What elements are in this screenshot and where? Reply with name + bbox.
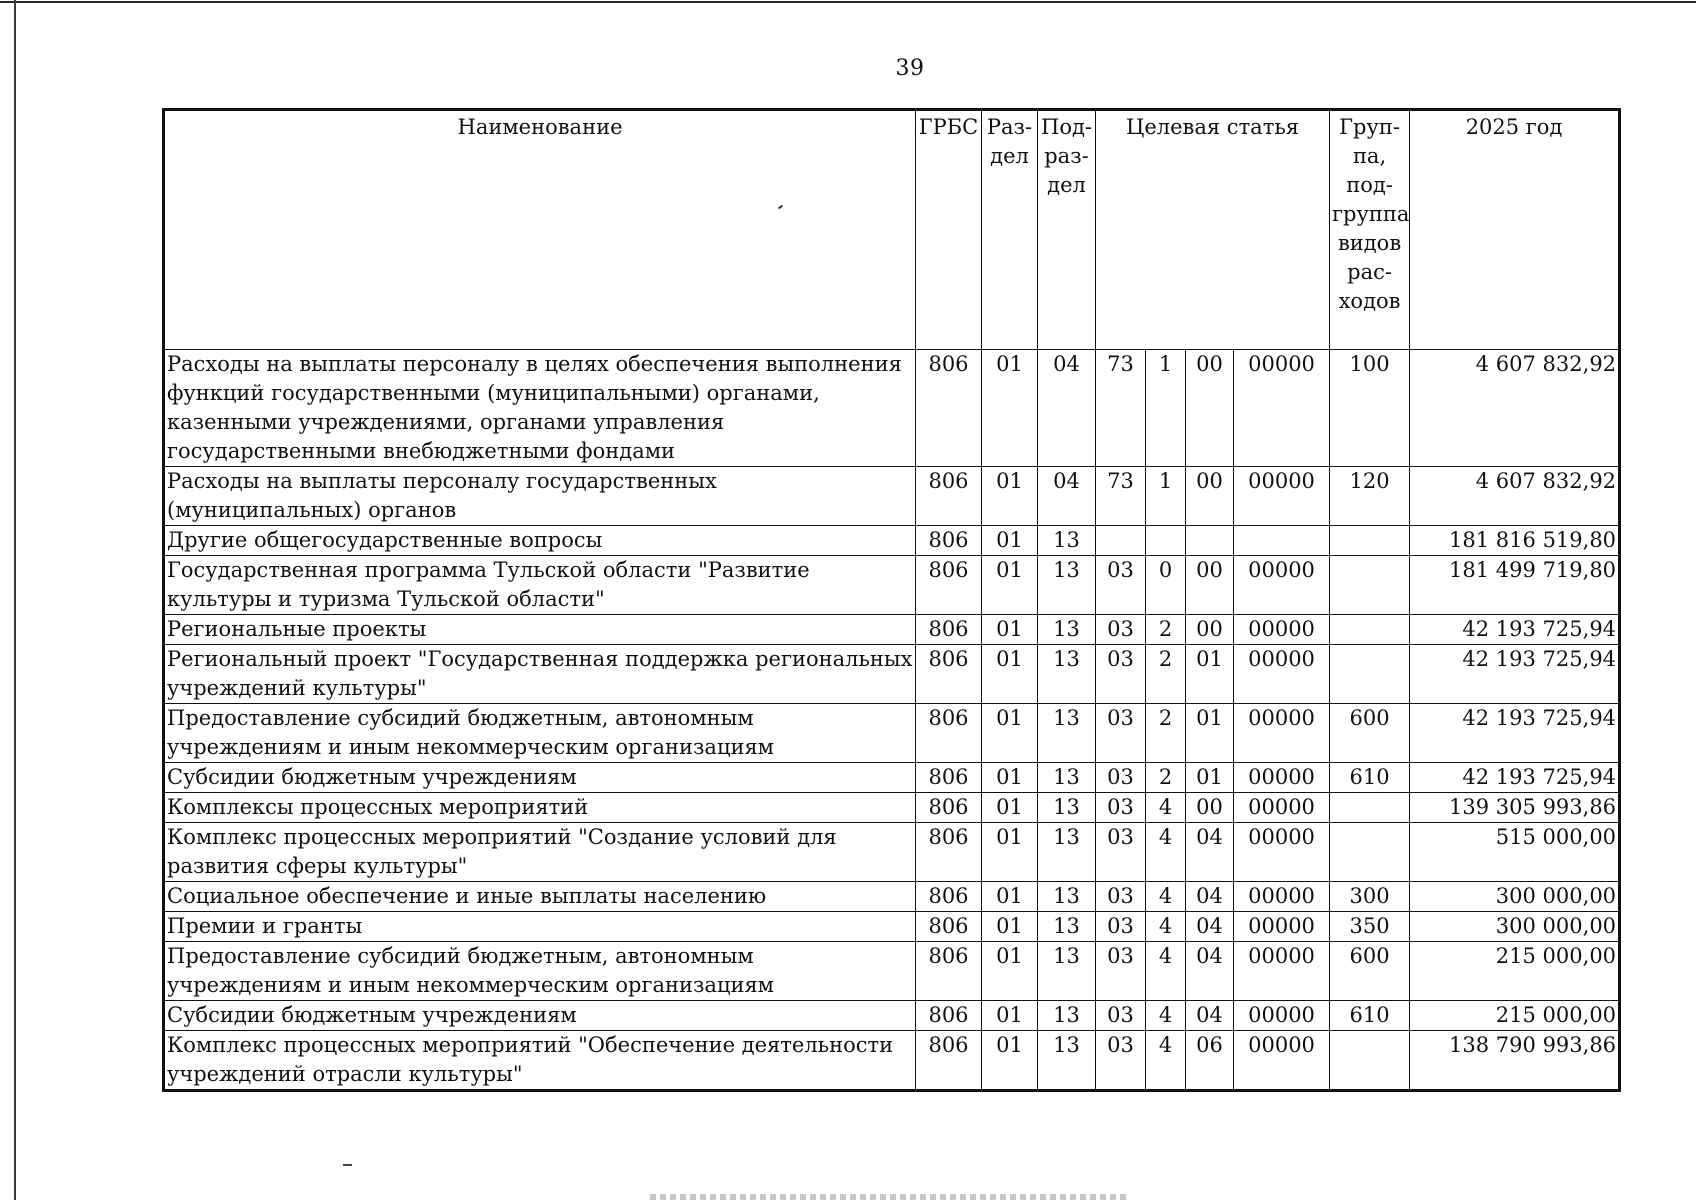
- cell-grbs: 806: [916, 1001, 982, 1031]
- cell-target-program: 03: [1096, 1001, 1146, 1031]
- cell-name: Другие общегосударственные вопросы: [164, 526, 916, 556]
- cell-target-program: [1096, 526, 1146, 556]
- cell-razdel: 01: [982, 912, 1038, 942]
- cell-target-direction: 00: [1186, 615, 1234, 645]
- table-row: [164, 556, 1620, 615]
- cell-grbs: 806: [916, 912, 982, 942]
- cell-target-program: 03: [1096, 942, 1146, 1001]
- header-expense-group: [1330, 110, 1410, 350]
- cell-razdel: 01: [982, 1031, 1038, 1091]
- cell-podrazdel: 13: [1038, 882, 1096, 912]
- cell-podrazdel: 13: [1038, 1031, 1096, 1091]
- cell-grbs: 806: [916, 763, 982, 793]
- cell-target-program: 03: [1096, 882, 1146, 912]
- cell-target-program: 03: [1096, 556, 1146, 615]
- cell-name: Предоставление субсидий бюджетным, автономным учреждениям и иным некоммерческим организациям: [164, 704, 916, 763]
- cell-target-type: 4: [1146, 912, 1186, 942]
- cell-amount: 181 816 519,80: [1410, 526, 1620, 556]
- cell-podrazdel: 13: [1038, 704, 1096, 763]
- cell-expense-group: [1330, 645, 1410, 704]
- cell-target-code: 00000: [1234, 823, 1330, 882]
- cell-target-direction: 01: [1186, 645, 1234, 704]
- cell-target-direction: 04: [1186, 942, 1234, 1001]
- cell-target-type: 2: [1146, 763, 1186, 793]
- cell-razdel: 01: [982, 882, 1038, 912]
- cell-target-program: 03: [1096, 823, 1146, 882]
- cell-target-direction: 01: [1186, 763, 1234, 793]
- cell-grbs: 806: [916, 350, 982, 467]
- cell-target-type: 0: [1146, 556, 1186, 615]
- cell-amount: 515 000,00: [1410, 823, 1620, 882]
- cell-target-type: 4: [1146, 1031, 1186, 1091]
- cell-name: Расходы на выплаты персоналу государственных (муниципальных) органов: [164, 467, 916, 526]
- cell-podrazdel: 13: [1038, 823, 1096, 882]
- cell-target-code: 00000: [1234, 350, 1330, 467]
- cell-target-program: 03: [1096, 1031, 1146, 1091]
- table-body: [164, 350, 1620, 1091]
- cell-target-direction: 00: [1186, 350, 1234, 467]
- cell-target-code: 00000: [1234, 912, 1330, 942]
- cell-amount: 4 607 832,92: [1410, 350, 1620, 467]
- cell-target-direction: 04: [1186, 823, 1234, 882]
- cell-target-code: 00000: [1234, 556, 1330, 615]
- cell-amount: 138 790 993,86: [1410, 1031, 1620, 1091]
- cell-target-direction: [1186, 526, 1234, 556]
- cell-grbs: 806: [916, 1031, 982, 1091]
- cell-amount: 139 305 993,86: [1410, 793, 1620, 823]
- cell-podrazdel: 13: [1038, 556, 1096, 615]
- cell-expense-group: 350: [1330, 912, 1410, 942]
- cell-name: Премии и гранты: [164, 912, 916, 942]
- cell-target-code: 00000: [1234, 882, 1330, 912]
- header-podrazdel-text: Под- раз- дел: [1041, 115, 1092, 197]
- cell-target-direction: 06: [1186, 1031, 1234, 1091]
- cell-grbs: 806: [916, 526, 982, 556]
- cell-grbs: 806: [916, 793, 982, 823]
- cell-target-program: 03: [1096, 763, 1146, 793]
- cell-amount: 42 193 725,94: [1410, 645, 1620, 704]
- cell-target-code: 00000: [1234, 942, 1330, 1001]
- cell-expense-group: [1330, 1031, 1410, 1091]
- cell-target-direction: 04: [1186, 882, 1234, 912]
- cell-target-type: 4: [1146, 882, 1186, 912]
- table-row: [164, 704, 1620, 763]
- cell-expense-group: [1330, 615, 1410, 645]
- cell-podrazdel: 04: [1038, 467, 1096, 526]
- budget-table: [162, 108, 1621, 1092]
- cell-razdel: 01: [982, 556, 1038, 615]
- cell-podrazdel: 13: [1038, 526, 1096, 556]
- cell-razdel: 01: [982, 350, 1038, 467]
- scan-border-top: [0, 1, 1696, 3]
- cell-razdel: 01: [982, 1001, 1038, 1031]
- cell-target-code: 00000: [1234, 1001, 1330, 1031]
- cell-expense-group: [1330, 793, 1410, 823]
- cell-podrazdel: 13: [1038, 645, 1096, 704]
- table-row: [164, 823, 1620, 882]
- table-row: [164, 350, 1620, 467]
- cell-podrazdel: 13: [1038, 615, 1096, 645]
- cell-name: Региональный проект "Государственная поддержка региональных учреждений культуры": [164, 645, 916, 704]
- cell-target-direction: 04: [1186, 1001, 1234, 1031]
- cell-expense-group: [1330, 526, 1410, 556]
- cell-amount: 4 607 832,92: [1410, 467, 1620, 526]
- table-header-row: [164, 110, 1620, 350]
- cell-target-program: 73: [1096, 350, 1146, 467]
- cell-target-type: 2: [1146, 645, 1186, 704]
- cell-podrazdel: 13: [1038, 793, 1096, 823]
- cell-target-direction: 04: [1186, 912, 1234, 942]
- table-row: [164, 645, 1620, 704]
- cell-name: Расходы на выплаты персоналу в целях обеспечения выполнения функций государственными (муниципальными) органами, казенными учреждениями, органами управления государственными внебюджетными фондами: [164, 350, 916, 467]
- cell-podrazdel: 04: [1038, 350, 1096, 467]
- footer-scan-artifact: [650, 1194, 1130, 1200]
- cell-target-direction: 00: [1186, 793, 1234, 823]
- cell-target-code: [1234, 526, 1330, 556]
- cell-name: Государственная программа Тульской области "Развитие культуры и туризма Тульской области": [164, 556, 916, 615]
- table-row: [164, 467, 1620, 526]
- cell-target-type: 4: [1146, 1001, 1186, 1031]
- cell-target-code: 00000: [1234, 645, 1330, 704]
- cell-podrazdel: 13: [1038, 942, 1096, 1001]
- header-razdel-text: Раз- дел: [986, 115, 1033, 168]
- cell-expense-group: [1330, 556, 1410, 615]
- cell-expense-group: 300: [1330, 882, 1410, 912]
- cell-target-program: 03: [1096, 912, 1146, 942]
- table-row: [164, 1001, 1620, 1031]
- cell-target-type: 1: [1146, 350, 1186, 467]
- cell-target-type: 2: [1146, 615, 1186, 645]
- cell-grbs: 806: [916, 556, 982, 615]
- cell-podrazdel: 13: [1038, 912, 1096, 942]
- table-row: [164, 763, 1620, 793]
- cell-target-code: 00000: [1234, 1031, 1330, 1091]
- scan-border-left: [14, 0, 16, 1200]
- cell-razdel: 01: [982, 467, 1038, 526]
- cell-razdel: 01: [982, 942, 1038, 1001]
- cell-podrazdel: 13: [1038, 763, 1096, 793]
- cell-razdel: 01: [982, 615, 1038, 645]
- cell-amount: 300 000,00: [1410, 912, 1620, 942]
- cell-target-program: 03: [1096, 793, 1146, 823]
- cell-target-direction: 00: [1186, 556, 1234, 615]
- cell-target-program: 03: [1096, 704, 1146, 763]
- header-grbs: ГРБС: [916, 110, 982, 350]
- cell-name: Предоставление субсидий бюджетным, автономным учреждениям и иным некоммерческим организациям: [164, 942, 916, 1001]
- cell-expense-group: 610: [1330, 763, 1410, 793]
- cell-amount: 42 193 725,94: [1410, 763, 1620, 793]
- cell-expense-group: 600: [1330, 704, 1410, 763]
- cell-grbs: 806: [916, 704, 982, 763]
- cell-target-code: 00000: [1234, 793, 1330, 823]
- cell-grbs: 806: [916, 615, 982, 645]
- cell-amount: 42 193 725,94: [1410, 615, 1620, 645]
- cell-target-program: 03: [1096, 615, 1146, 645]
- stray-dash: [343, 1164, 352, 1166]
- cell-expense-group: 100: [1330, 350, 1410, 467]
- cell-target-type: 1: [1146, 467, 1186, 526]
- cell-razdel: 01: [982, 645, 1038, 704]
- cell-amount: 215 000,00: [1410, 1001, 1620, 1031]
- cell-name: Социальное обеспечение и иные выплаты населению: [164, 882, 916, 912]
- cell-name: Региональные проекты: [164, 615, 916, 645]
- table-row: [164, 912, 1620, 942]
- cell-grbs: 806: [916, 823, 982, 882]
- header-expense-group-text: Груп- па, под- группа видов рас- ходов: [1332, 115, 1410, 313]
- cell-target-program: 73: [1096, 467, 1146, 526]
- cell-target-code: 00000: [1234, 704, 1330, 763]
- page-number: 39: [895, 56, 925, 81]
- table-row: [164, 942, 1620, 1001]
- table-row: [164, 882, 1620, 912]
- cell-podrazdel: 13: [1038, 1001, 1096, 1031]
- header-razdel: [982, 110, 1038, 350]
- cell-amount: 215 000,00: [1410, 942, 1620, 1001]
- cell-expense-group: 120: [1330, 467, 1410, 526]
- cell-grbs: 806: [916, 467, 982, 526]
- cell-name: Комплекс процессных мероприятий "Обеспечение деятельности учреждений отрасли культуры": [164, 1031, 916, 1091]
- cell-grbs: 806: [916, 942, 982, 1001]
- cell-razdel: 01: [982, 793, 1038, 823]
- cell-target-code: 00000: [1234, 615, 1330, 645]
- cell-expense-group: 600: [1330, 942, 1410, 1001]
- header-name: Наименование: [164, 110, 916, 350]
- cell-target-direction: 00: [1186, 467, 1234, 526]
- cell-target-type: 4: [1146, 823, 1186, 882]
- header-year: 2025 год: [1410, 110, 1620, 350]
- cell-razdel: 01: [982, 823, 1038, 882]
- cell-target-type: 4: [1146, 793, 1186, 823]
- cell-expense-group: [1330, 823, 1410, 882]
- cell-razdel: 01: [982, 763, 1038, 793]
- cell-name: Субсидии бюджетным учреждениям: [164, 1001, 916, 1031]
- cell-expense-group: 610: [1330, 1001, 1410, 1031]
- cell-target-type: [1146, 526, 1186, 556]
- cell-target-direction: 01: [1186, 704, 1234, 763]
- table-row: [164, 1031, 1620, 1091]
- cell-amount: 42 193 725,94: [1410, 704, 1620, 763]
- header-podrazdel: [1038, 110, 1096, 350]
- cell-name: Субсидии бюджетным учреждениям: [164, 763, 916, 793]
- cell-target-code: 00000: [1234, 763, 1330, 793]
- cell-target-code: 00000: [1234, 467, 1330, 526]
- cell-razdel: 01: [982, 526, 1038, 556]
- table-row: [164, 526, 1620, 556]
- cell-amount: 300 000,00: [1410, 882, 1620, 912]
- cell-target-type: 2: [1146, 704, 1186, 763]
- cell-name: Комплексы процессных мероприятий: [164, 793, 916, 823]
- cell-grbs: 806: [916, 882, 982, 912]
- header-target-article: Целевая статья: [1096, 110, 1330, 350]
- cell-amount: 181 499 719,80: [1410, 556, 1620, 615]
- cell-razdel: 01: [982, 704, 1038, 763]
- cell-target-type: 4: [1146, 942, 1186, 1001]
- cell-grbs: 806: [916, 645, 982, 704]
- table-row: [164, 615, 1620, 645]
- table-row: [164, 793, 1620, 823]
- cell-target-program: 03: [1096, 645, 1146, 704]
- cell-name: Комплекс процессных мероприятий "Создание условий для развития сферы культуры": [164, 823, 916, 882]
